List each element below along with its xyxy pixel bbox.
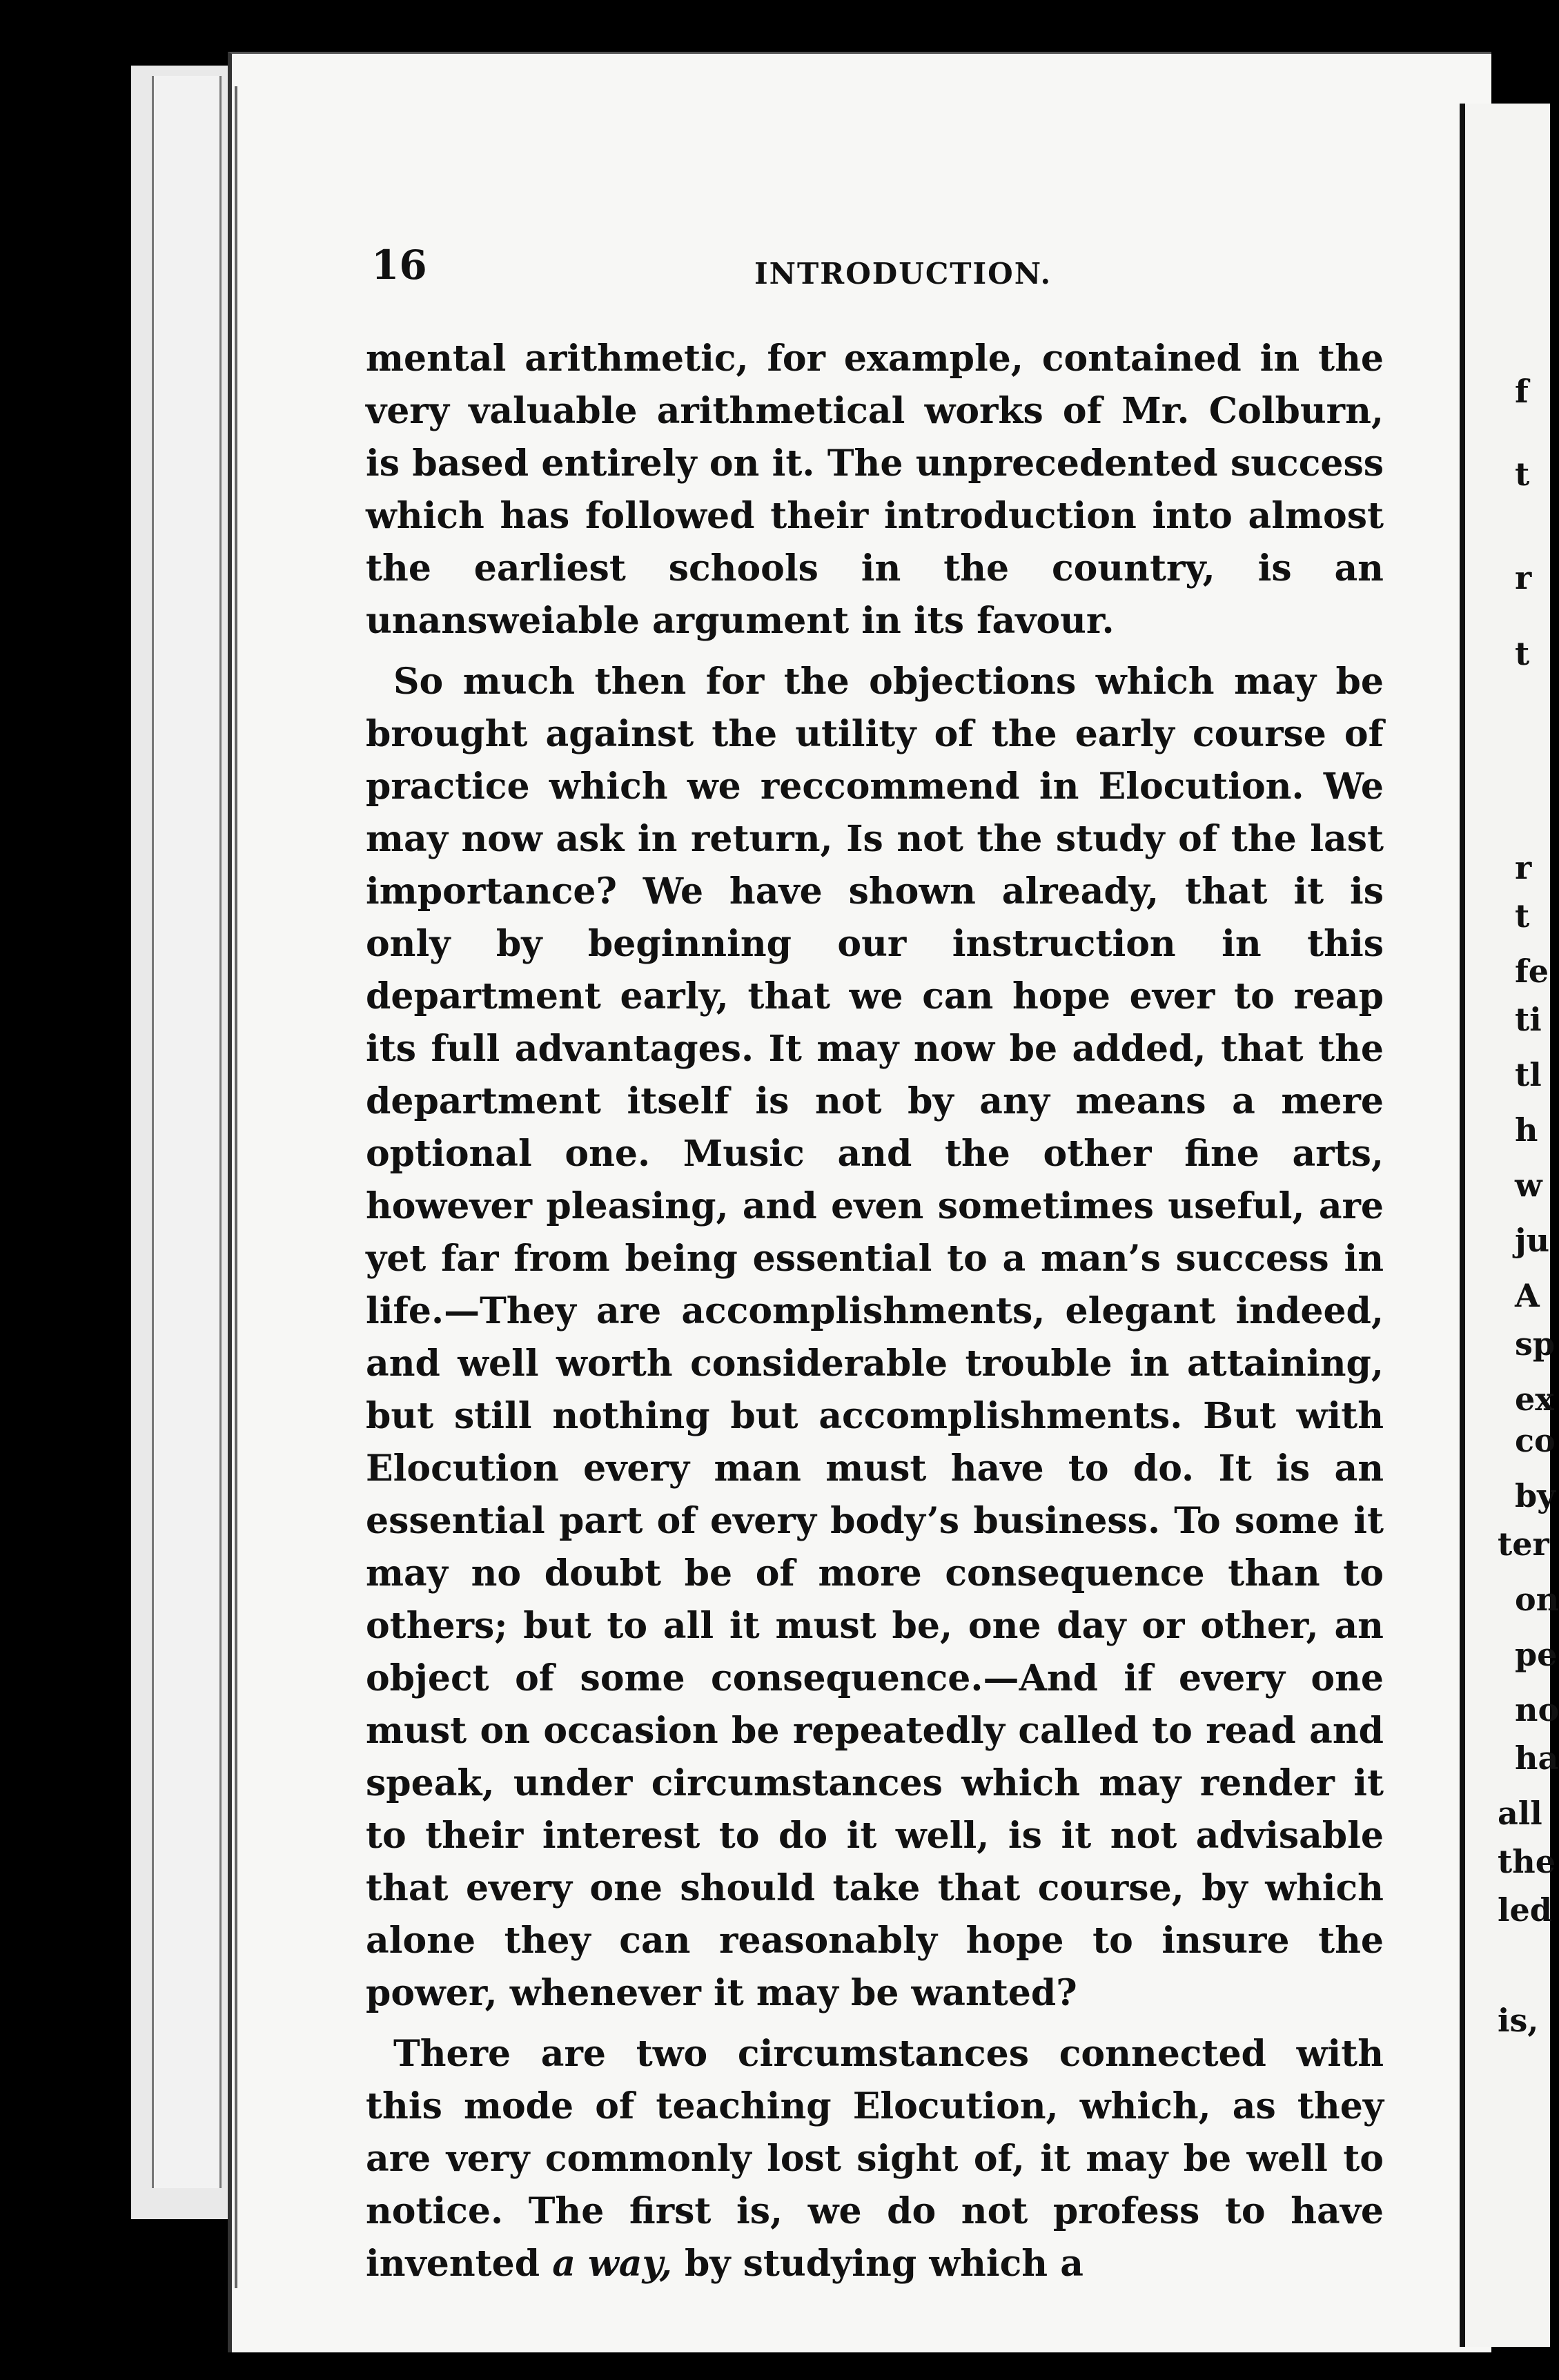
adjacent-page-fragment: f <box>1515 373 1529 410</box>
adjacent-page-fragment: ti <box>1515 1001 1542 1038</box>
adjacent-page-fragment: led <box>1498 1891 1552 1929</box>
adjacent-page-fragment: ex <box>1515 1381 1554 1418</box>
body-text <box>366 333 1384 2290</box>
paragraph-3 <box>366 2028 1384 2290</box>
adjacent-page-fragment: on <box>1515 1581 1559 1618</box>
adjacent-page-fragment: r <box>1515 559 1532 596</box>
adjacent-page-fragment: ha <box>1515 1739 1559 1777</box>
adjacent-page-fragment: co <box>1515 1422 1556 1459</box>
adjacent-page-fragment: the <box>1498 1843 1556 1880</box>
adjacent-page-fragment: no <box>1515 1691 1559 1728</box>
adjacent-page-fragment: t <box>1515 897 1530 935</box>
adjacent-page-fragment: ter <box>1498 1525 1549 1563</box>
paragraph-3-end: by studying which a <box>671 2243 1084 2285</box>
paragraph-2: So much then for the objections which may be brought against the utility of the early course of practice which we reccommend in Elocution. We may now ask in return, Is not the study of the last importance? We have shown already, that it is only by beginning our instruction in this department early, that we can hope ever to reap its full advantages. It may now be added, that the department itself is not by any means a mere optional one. Music and the other fine arts, however pleasing, and even sometimes useful, are yet far from being essential to a man’s success in life.—They are accomplishments, elegant indeed, and well worth considerable trouble in attaining, but still nothing but accomplishments. But with Elocution every man must have to do. It is an essential part of every body’s business. To some it may no doubt be of more consequence than to others; but to all it must be, one day or other, an object of some consequence.—And if every one must on occasion be repeatedly called to read and speak, under circumstances which may render it to their interest to do it well, is it not advisable that every one should take that course, by which alone they can reasonably hope to insure the power, whenever it may be wanted? <box>366 661 1384 2014</box>
adjacent-page-fragment: tl <box>1515 1056 1542 1093</box>
adjacent-page-fragment: by <box>1515 1477 1556 1514</box>
adjacent-page-fragment: ju <box>1515 1222 1550 1259</box>
adjacent-page-fragment: t <box>1515 456 1530 493</box>
page-header <box>371 242 1382 297</box>
page-number: 16 <box>371 242 427 289</box>
adjacent-page-fragment: sp <box>1515 1325 1556 1363</box>
adjacent-page-fragment: fe <box>1515 953 1549 990</box>
adjacent-page-fragment: t <box>1515 635 1530 672</box>
adjacent-page-fragment: all <box>1498 1795 1542 1832</box>
adjacent-page-fragment: pe <box>1515 1636 1558 1673</box>
adjacent-page-fragment: A <box>1515 1277 1540 1314</box>
adjacent-page-fragment: r <box>1515 849 1532 886</box>
adjacent-page-fragment: h <box>1515 1111 1538 1149</box>
adjacent-page-fragment: w <box>1515 1167 1542 1204</box>
adjacent-page-fragment: is, <box>1498 2002 1539 2039</box>
paragraph-3-italic: a way, <box>552 2243 672 2285</box>
page-edge-inner <box>152 76 222 2188</box>
paragraph-3-start: There are two circumstances connected with this mode of teaching Elocution, which, as they are very commonly lost sight of, it may be well to notice. The first is, we do not profess to have invented <box>366 2033 1384 2285</box>
running-head: INTRODUCTION. <box>754 257 1052 291</box>
paragraph-1: mental arithmetic, for example, contained in the very valuable arithmetical works of Mr. Colburn, is based entirely on it. The unprecedented success which has followed their introduction into almost the earliest schools in the country, is an unansweiable argument in its favour. <box>366 338 1384 642</box>
